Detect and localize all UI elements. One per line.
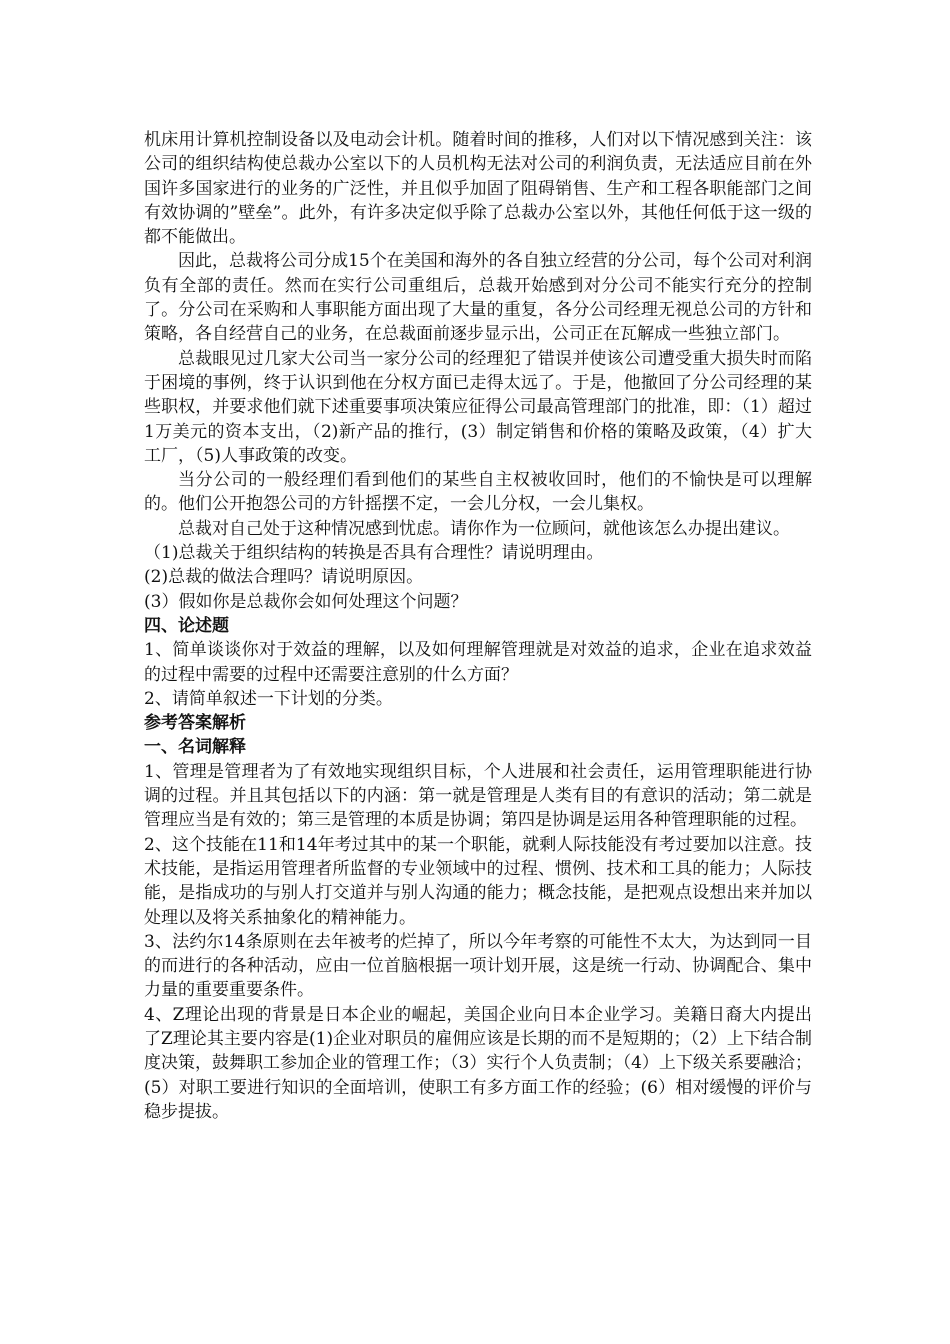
case-question-3: (3）假如你是总裁你会如何处理这个问题？ <box>144 591 468 612</box>
case-paragraph-4: 当分公司的一般经理们看到他们的某些自主权被收回时，他们的不愉快是可以理解的。他们公开抱怨公司的方针摇摆不定，一会儿分权，一会儿集权。 <box>144 470 812 515</box>
case-question-1: （1)总裁关于组织结构的转换是否具有合理性？请说明理由。 <box>144 543 604 564</box>
answer-item-4: 4、Z理论出现的背景是日本企业的崛起，美国企业向日本企业学习。美籍日裔大内提出了Z理论其主要内容是(1)企业对职员的雇佣应该是长期的而不是短期的；（2）上下结合制度决策，鼓舞职工参加企业的管理工作；（3）实行个人负责制；（4）上下级关系要融洽；(5）对职工要进行知识的全面培训，使职工有多方面工作的经验；(6）相对缓慢的评价与稳步提拔。 <box>144 1004 812 1122</box>
answers-subheading-terms: 一、名词解释 <box>144 737 246 758</box>
section-heading-essay: 四、论述题 <box>144 615 229 636</box>
answers-heading: 参考答案解析 <box>144 713 246 734</box>
case-paragraph-1: 机床用计算机控制设备以及电动会计机。随着时间的推移，人们对以下情况感到关注：该公司的组织结构使总裁办公室以下的人员机构无法对公司的利润负责，无法适应目前在外国许多国家进行的业务的广泛性，并且似乎加固了阻碍销售、生产和工程各职能部门之间有效协调的”壁垒”。此外，有许多决定似乎除了总裁办公室以外，其他任何低于这一级的都不能做出。 <box>144 130 812 248</box>
essay-question-2: 2、请简单叙述一下计划的分类。 <box>144 688 393 709</box>
case-paragraph-5: 总裁对自己处于这种情况感到忧虑。请你作为一位顾问，就他该怎么办提出建议。 <box>178 518 790 539</box>
answer-item-3: 3、法约尔14条原则在去年被考的烂掉了，所以今年考察的可能性不太大，为达到同一目的而进行的各种活动，应由一位首脑根据一项计划开展，这是统一行动、协调配合、集中力量的重要重要条件。 <box>144 931 812 1001</box>
document-page <box>144 128 812 1124</box>
answer-item-1: 1、管理是管理者为了有效地实现组织目标，个人进展和社会责任，运用管理职能进行协调的过程。并且其包括以下的内涵：第一就是管理是人类有目的有意识的活动；第二就是管理应当是有效的；第三是管理的本质是协调；第四是协调是运用各种管理职能的过程。 <box>144 761 812 831</box>
case-paragraph-2: 因此，总裁将公司分成15个在美国和海外的各自独立经营的分公司，每个公司对利润负有全部的责任。然而在实行公司重组后，总裁开始感到对分公司不能实行充分的控制了。分公司在采购和人事职能方面出现了大量的重复，各分公司经理无视总公司的方针和策略，各自经营自己的业务，在总裁面前逐步显示出，公司正在瓦解成一些独立部门。 <box>144 251 812 345</box>
essay-question-1: 1、简单谈谈你对于效益的理解，以及如何理解管理就是对效益的追求，企业在追求效益的过程中需要的过程中还需要注意别的什么方面？ <box>144 640 812 685</box>
case-question-2: (2)总裁的做法合理吗？请说明原因。 <box>144 567 424 588</box>
case-paragraph-3: 总裁眼见过几家大公司当一家分公司的经理犯了错误并使该公司遭受重大损失时而陷于困境的事例，终于认识到他在分权方面已走得太远了。于是，他撤回了分公司经理的某些职权，并要求他们就下述重要事项决策应征得公司最高管理部门的批准，即：（1）超过1万美元的资本支出，（2)新产品的推行，(3）制定销售和价格的策略及政策，（4）扩大工厂，（5)人事政策的改变。 <box>144 348 812 466</box>
answer-item-2: 2、这个技能在11和14年考过其中的某一个职能，就剩人际技能没有考过要加以注意。技术技能，是指运用管理者所监督的专业领域中的过程、惯例、技术和工具的能力；人际技能，是指成功的与别人打交道并与别人沟通的能力；概念技能，是把观点设想出来并加以处理以及将关系抽象化的精神能力。 <box>144 834 812 928</box>
